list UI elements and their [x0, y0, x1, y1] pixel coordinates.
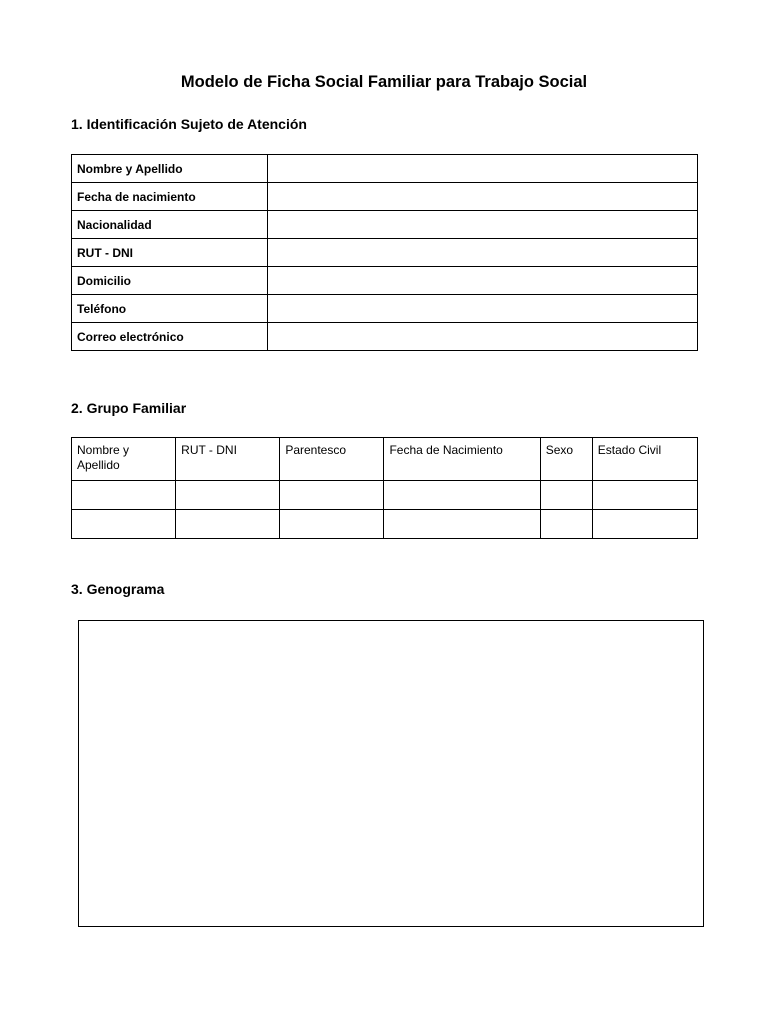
- table-cell[interactable]: [384, 481, 540, 510]
- table-cell[interactable]: [280, 481, 384, 510]
- column-header-parentesco: Parentesco: [280, 438, 384, 481]
- field-value-fecha-nacimiento[interactable]: [267, 183, 697, 211]
- table-cell[interactable]: [176, 481, 280, 510]
- field-label-domicilio: Domicilio: [72, 267, 268, 295]
- table-cell[interactable]: [384, 510, 540, 539]
- table-cell[interactable]: [540, 510, 592, 539]
- column-header-rut-dni: RUT - DNI: [176, 438, 280, 481]
- section-heading-identificacion: 1. Identificación Sujeto de Atención: [71, 116, 307, 132]
- table-cell[interactable]: [176, 510, 280, 539]
- table-row: [72, 155, 698, 183]
- table-cell[interactable]: [280, 510, 384, 539]
- table-row: [72, 510, 698, 539]
- column-header-fecha-nacimiento: Fecha de Nacimiento: [384, 438, 540, 481]
- field-label-rut-dni: RUT - DNI: [72, 239, 268, 267]
- table-row: [72, 211, 698, 239]
- table-cell[interactable]: [72, 510, 176, 539]
- identification-table: [71, 154, 698, 351]
- field-value-telefono[interactable]: [267, 295, 697, 323]
- genogram-drawing-area[interactable]: [78, 620, 704, 927]
- field-label-fecha-nacimiento: Fecha de nacimiento: [72, 183, 268, 211]
- column-header-nombre: Nombre y Apellido: [72, 438, 176, 481]
- family-group-table: [71, 437, 698, 539]
- table-cell[interactable]: [592, 510, 697, 539]
- section-heading-grupo-familiar: 2. Grupo Familiar: [71, 400, 187, 416]
- table-header-row: [72, 438, 698, 481]
- table-cell[interactable]: [540, 481, 592, 510]
- document-title: Modelo de Ficha Social Familiar para Trabajo Social: [180, 73, 588, 91]
- table-row: [72, 295, 698, 323]
- field-label-nacionalidad: Nacionalidad: [72, 211, 268, 239]
- table-cell[interactable]: [592, 481, 697, 510]
- field-label-telefono: Teléfono: [72, 295, 268, 323]
- field-value-nacionalidad[interactable]: [267, 211, 697, 239]
- column-header-sexo: Sexo: [540, 438, 592, 481]
- column-header-estado-civil: Estado Civil: [592, 438, 697, 481]
- table-row: [72, 481, 698, 510]
- table-row: [72, 267, 698, 295]
- field-label-correo: Correo electrónico: [72, 323, 268, 351]
- field-value-rut-dni[interactable]: [267, 239, 697, 267]
- table-cell[interactable]: [72, 481, 176, 510]
- field-value-nombre[interactable]: [267, 155, 697, 183]
- field-value-domicilio[interactable]: [267, 267, 697, 295]
- table-row: [72, 323, 698, 351]
- field-label-nombre: Nombre y Apellido: [72, 155, 268, 183]
- table-row: [72, 239, 698, 267]
- field-value-correo[interactable]: [267, 323, 697, 351]
- section-heading-genograma: 3. Genograma: [71, 581, 165, 597]
- table-row: [72, 183, 698, 211]
